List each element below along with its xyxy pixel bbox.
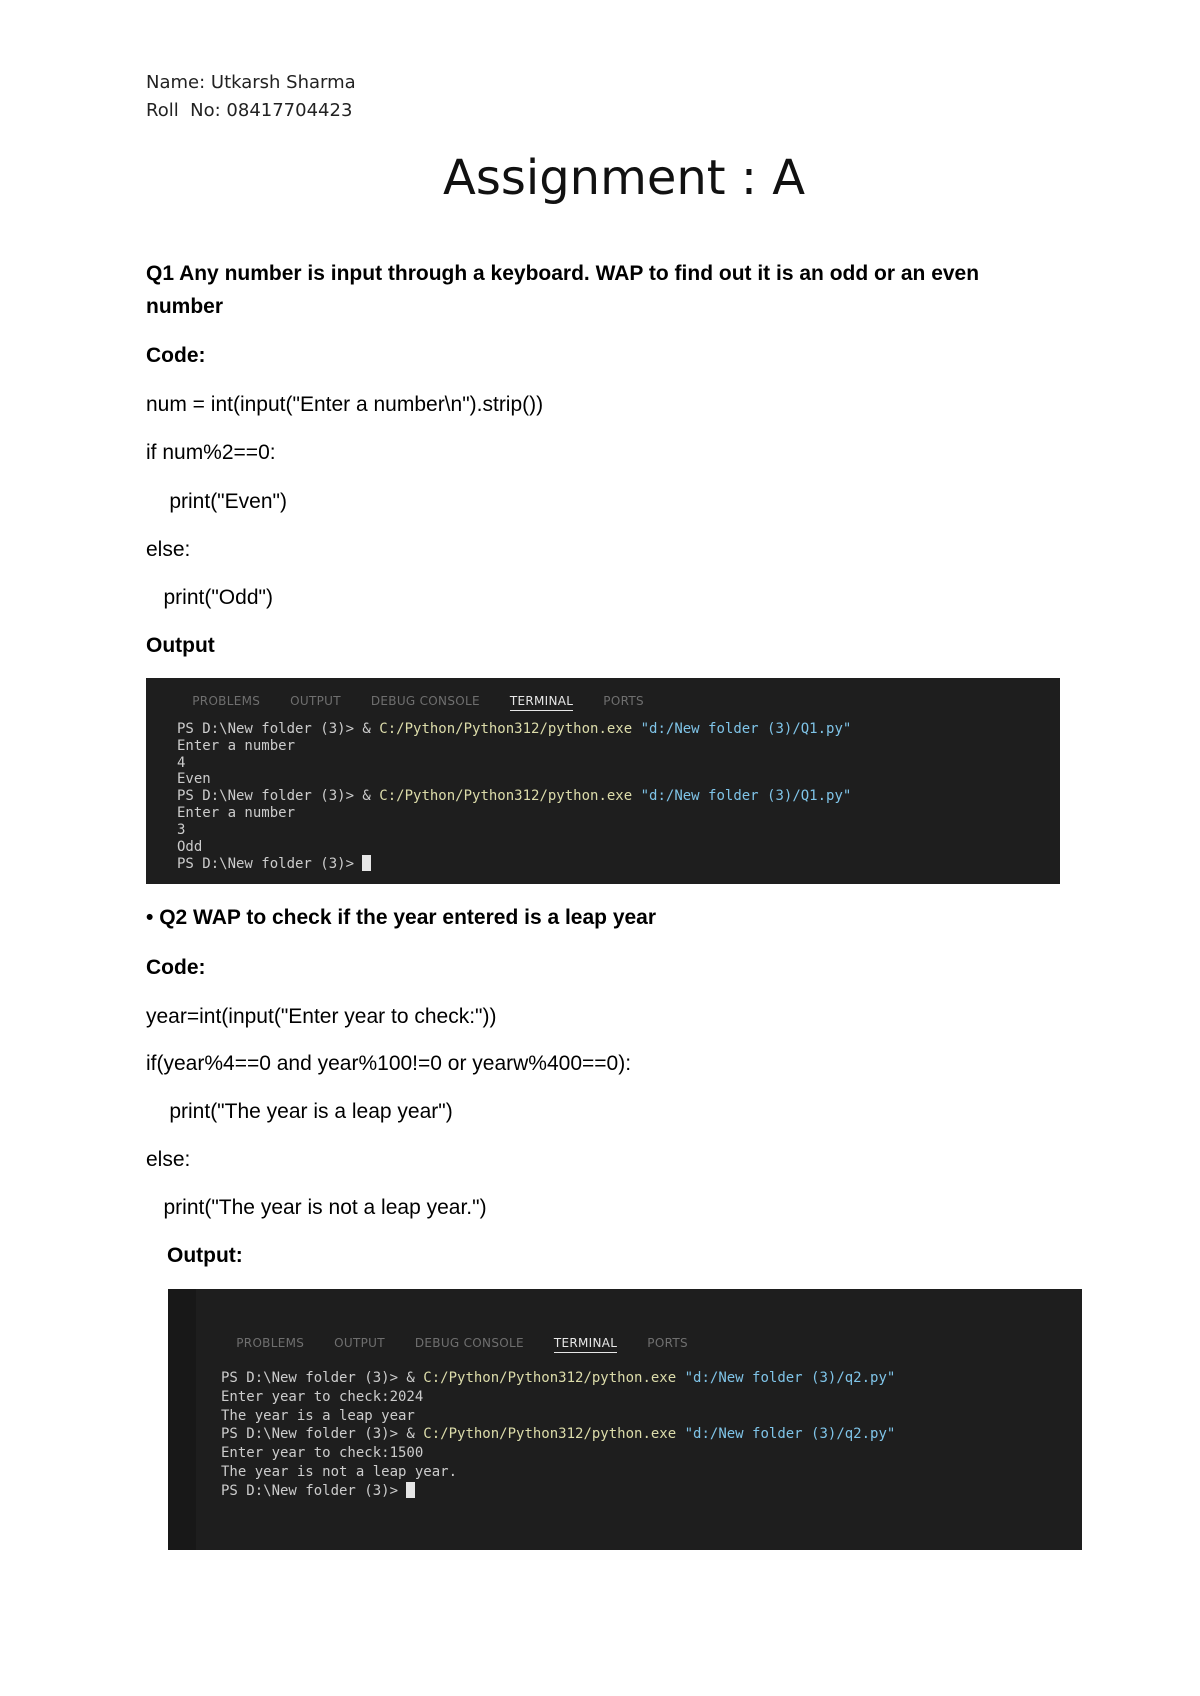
tab-ports: PORTS xyxy=(647,1336,688,1350)
roll-number: Roll No: 08417704423 xyxy=(146,100,353,121)
editor-gutter xyxy=(168,1289,196,1550)
terminal-text: Even xyxy=(177,771,211,788)
tab-debug-console: DEBUG CONSOLE xyxy=(414,1336,524,1350)
terminal-script-arg: "d:/New folder (3)/Q1.py" xyxy=(632,788,852,805)
q2-code-line: year=int(input("Enter year to check:")) xyxy=(146,1005,497,1028)
terminal-cursor xyxy=(406,1482,415,1498)
terminal-text: PS D:\New folder (3)> xyxy=(221,1482,407,1499)
q2-code-line: print("The year is a leap year") xyxy=(146,1100,453,1123)
tab-terminal: TERMINAL xyxy=(554,1336,617,1353)
terminal-line xyxy=(177,721,851,738)
terminal-text: PS D:\New folder (3)> xyxy=(177,856,363,873)
terminal-script-arg: "d:/New folder (3)/q2.py" xyxy=(676,1426,896,1443)
terminal-line xyxy=(177,839,851,856)
q1-question-line2: number xyxy=(146,295,224,318)
terminal-exe-path: C:/Python/Python312/python.exe xyxy=(423,1426,677,1443)
terminal-line xyxy=(221,1388,895,1407)
terminal-line xyxy=(177,822,851,839)
terminal-text: Enter year to check:2024 xyxy=(221,1388,424,1405)
q2-question xyxy=(146,906,656,930)
q2-code-line: else: xyxy=(146,1148,191,1171)
terminal-script-arg: "d:/New folder (3)/Q1.py" xyxy=(632,721,852,737)
terminal-line xyxy=(221,1407,895,1426)
terminal-text: The year is not a leap year. xyxy=(221,1463,458,1480)
terminal-prompt: PS D:\New folder (3)> & xyxy=(221,1426,424,1443)
tab-terminal: TERMINAL xyxy=(510,694,573,711)
terminal-line xyxy=(177,755,851,772)
tab-output: OUTPUT xyxy=(334,1336,385,1350)
student-name: Name: Utkarsh Sharma xyxy=(146,72,356,93)
terminal-exe-path: C:/Python/Python312/python.exe xyxy=(423,1370,677,1386)
terminal-exe-path: C:/Python/Python312/python.exe xyxy=(379,721,633,737)
terminal-line xyxy=(221,1444,895,1463)
terminal-line xyxy=(221,1369,895,1388)
terminal-text: 4 xyxy=(177,754,186,771)
q2-code-line: print("The year is not a leap year.") xyxy=(146,1196,487,1219)
terminal-line xyxy=(177,855,851,873)
tab-ports: PORTS xyxy=(603,694,644,708)
terminal-text: Enter a number xyxy=(177,804,296,821)
terminal-text: 3 xyxy=(177,821,186,838)
terminal-cursor xyxy=(362,855,371,871)
q1-question-line1: Q1 Any number is input through a keyboard. WAP to find out it is an odd or an even xyxy=(146,262,980,285)
q2-code-label: Code: xyxy=(146,956,206,979)
q2-output-label: Output: xyxy=(167,1244,243,1267)
q1-code-line: print("Odd") xyxy=(146,586,273,609)
terminal-prompt: PS D:\New folder (3)> & xyxy=(221,1370,424,1386)
terminal-line xyxy=(221,1482,895,1501)
terminal-text: The year is a leap year xyxy=(221,1407,415,1424)
terminal-text: Enter a number xyxy=(177,737,296,754)
terminal-output xyxy=(221,1369,895,1501)
terminal-line xyxy=(177,771,851,788)
q1-code-line: if num%2==0: xyxy=(146,441,276,464)
terminal-script-arg: "d:/New folder (3)/q2.py" xyxy=(676,1370,896,1386)
terminal-text: Enter year to check:1500 xyxy=(221,1445,424,1462)
terminal-line xyxy=(177,738,851,755)
q2-code-line: if(year%4==0 and year%100!=0 or yearw%400==0): xyxy=(146,1052,632,1075)
q1-code-label: Code: xyxy=(146,344,206,367)
tab-problems: PROBLEMS xyxy=(236,1336,305,1350)
terminal-prompt: PS D:\New folder (3)> & xyxy=(177,788,380,805)
q1-code-line: print("Even") xyxy=(146,490,287,513)
terminal-screenshot-q2 xyxy=(168,1289,1082,1550)
terminal-exe-path: C:/Python/Python312/python.exe xyxy=(379,788,633,805)
q1-code-line: num = int(input("Enter a number\n").strip()) xyxy=(146,393,544,416)
terminal-line xyxy=(221,1425,895,1444)
terminal-line xyxy=(177,788,851,805)
terminal-line xyxy=(221,1463,895,1482)
tab-debug-console: DEBUG CONSOLE xyxy=(370,694,480,708)
q1-code-line: else: xyxy=(146,538,191,561)
page-title: Assignment : A xyxy=(443,150,806,206)
terminal-prompt: PS D:\New folder (3)> & xyxy=(177,721,380,737)
terminal-line xyxy=(177,805,851,822)
terminal-screenshot-q1 xyxy=(146,678,1060,884)
terminal-tabs xyxy=(177,680,674,722)
q1-output-label: Output xyxy=(146,634,215,657)
tab-problems: PROBLEMS xyxy=(192,694,261,708)
tab-output: OUTPUT xyxy=(290,694,341,708)
q2-question-text: Q2 WAP to check if the year entered is a leap year xyxy=(159,906,657,929)
terminal-text: Odd xyxy=(177,838,203,855)
terminal-output xyxy=(177,721,851,873)
bullet: • xyxy=(146,906,154,929)
terminal-tabs xyxy=(221,1322,718,1364)
